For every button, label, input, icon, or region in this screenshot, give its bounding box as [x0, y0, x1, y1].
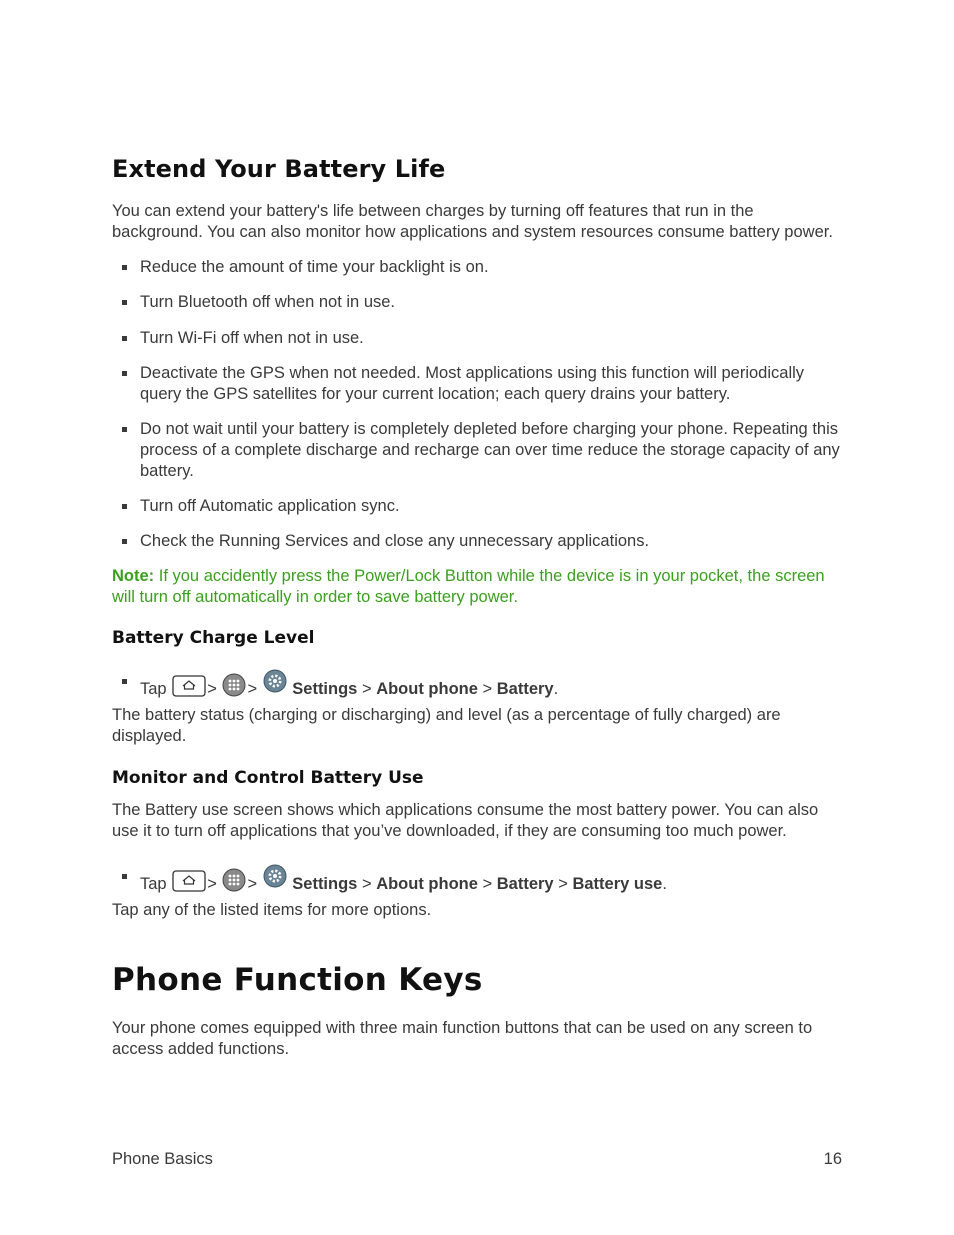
- separator: >: [482, 875, 493, 893]
- separator: >: [207, 875, 217, 893]
- steps-text: [140, 669, 842, 703]
- bullet-square-icon: [122, 504, 127, 509]
- tap-text: Tap: [140, 680, 167, 698]
- options-paragraph: Tap any of the listed items for more options.: [112, 901, 432, 919]
- settings-label: Settings: [292, 680, 358, 698]
- list-item: [122, 257, 842, 278]
- steps-item: [122, 864, 842, 898]
- separator: >: [247, 680, 258, 698]
- list-item-text: Do not wait until your battery is completely depleted before charging your phone. Repeating this: [140, 420, 838, 438]
- list-item-text: process of a complete discharge and recharge can over time reduce the storage capacity of any: [140, 441, 840, 459]
- note-paragraph: [112, 566, 842, 608]
- battery-use-label: Battery use: [572, 875, 663, 893]
- tap-text: Tap: [140, 875, 167, 893]
- list-item: [122, 496, 842, 517]
- paragraph-line: access added functions.: [112, 1040, 290, 1058]
- list-item: [122, 292, 842, 313]
- settings-icon: [263, 669, 287, 699]
- note-text: will turn off automatically in order to save battery power.: [112, 588, 518, 606]
- section-title-phone-function-keys: Phone Function Keys: [112, 962, 483, 998]
- bullet-square-icon: [122, 679, 127, 684]
- list-item-text: Turn Bluetooth off when not in use.: [140, 293, 396, 311]
- home-key-icon: [172, 870, 206, 898]
- bullet-square-icon: [122, 371, 127, 376]
- separator: >: [482, 680, 493, 698]
- battery-use-paragraph: [112, 800, 842, 842]
- separator: >: [207, 680, 217, 698]
- list-item-text: Reduce the amount of time your backlight is on.: [140, 258, 489, 276]
- note-label: Note:: [112, 567, 155, 585]
- bullet-square-icon: [122, 539, 127, 544]
- function-keys-paragraph: [112, 1018, 842, 1060]
- intro-line: You can extend your battery's life between charges by turning off features that run in the: [112, 202, 754, 220]
- list-item: [122, 419, 842, 482]
- note-text: If you accidently press the Power/Lock Button while the device is in your pocket, the screen: [154, 567, 825, 585]
- paragraph-line: The battery status (charging or discharging) and level (as a percentage of fully charged) are: [112, 706, 781, 724]
- separator: >: [558, 875, 568, 893]
- bullet-square-icon: [122, 265, 127, 270]
- list-item-text: Check the Running Services and close any unnecessary applications.: [140, 532, 650, 550]
- period: .: [553, 680, 559, 698]
- settings-label: Settings: [292, 875, 358, 893]
- about-phone-label: About phone: [376, 680, 478, 698]
- apps-icon: [222, 868, 246, 898]
- separator: >: [361, 680, 372, 698]
- period: .: [662, 875, 667, 893]
- steps-item: [122, 669, 842, 703]
- footer-section-name: Phone Basics: [112, 1150, 213, 1168]
- bullet-square-icon: [122, 336, 127, 341]
- bullet-square-icon: [122, 874, 127, 879]
- paragraph-line: use it to turn off applications that you’ve downloaded, if they are consuming too much power.: [112, 822, 787, 840]
- list-item: [122, 531, 842, 552]
- paragraph-line: displayed.: [112, 727, 187, 745]
- bullet-square-icon: [122, 427, 127, 432]
- battery-label: Battery: [496, 875, 554, 893]
- about-phone-label: About phone: [376, 875, 478, 893]
- separator: >: [247, 875, 258, 893]
- list-item: [122, 363, 842, 405]
- apps-icon: [222, 673, 246, 703]
- subsection-title-monitor-battery: Monitor and Control Battery Use: [112, 768, 424, 788]
- list-item: [122, 328, 842, 349]
- section-title-extend-battery: Extend Your Battery Life: [112, 155, 446, 183]
- list-item-text: query the GPS satellites for your current location; each query drains your battery.: [140, 385, 731, 403]
- subsection-title-battery-charge: Battery Charge Level: [112, 628, 315, 648]
- page-number: 16: [823, 1150, 842, 1168]
- list-item-text: battery.: [140, 462, 194, 480]
- intro-paragraph: [112, 201, 842, 243]
- paragraph-line: The Battery use screen shows which applications consume the most battery power. You can also: [112, 801, 819, 819]
- battery-status-paragraph: [112, 705, 842, 747]
- separator: >: [361, 875, 372, 893]
- settings-icon: [263, 864, 287, 894]
- battery-label: Battery: [496, 680, 554, 698]
- home-key-icon: [172, 675, 206, 703]
- list-item-text: Turn off Automatic application sync.: [140, 497, 400, 515]
- bullet-square-icon: [122, 300, 127, 305]
- steps-text: [140, 864, 842, 898]
- intro-line: background. You can also monitor how applications and system resources consume battery power.: [112, 223, 833, 241]
- paragraph-line: Your phone comes equipped with three main function buttons that can be used on any screen to: [112, 1019, 813, 1037]
- list-item-text: Deactivate the GPS when not needed. Most applications using this function will periodically: [140, 364, 805, 382]
- list-item-text: Turn Wi-Fi off when not in use.: [140, 329, 364, 347]
